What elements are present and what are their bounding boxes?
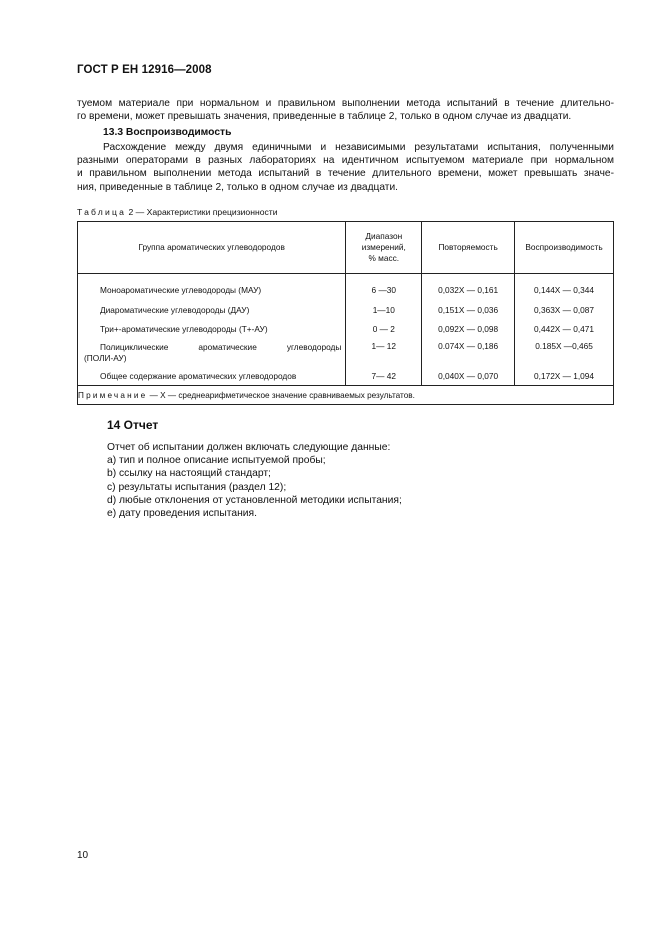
row-reproducibility: 0,172X — 1,094 bbox=[534, 370, 595, 381]
table-row bbox=[78, 301, 614, 320]
section-13-3-title: 13.3 Воспроизводимость bbox=[103, 127, 232, 138]
header-repeatability: Повторяемость bbox=[422, 222, 515, 274]
header-range-line: измерений, bbox=[361, 242, 406, 252]
list-item: c) результаты испытания (раздел 12); bbox=[107, 481, 287, 493]
table-note-text: — X — среднеарифметическое значение сравниваемых результатов. bbox=[149, 390, 415, 400]
row-range: 6 —30 bbox=[346, 274, 422, 301]
document-header: ГОСТ Р ЕН 12916—2008 bbox=[77, 64, 212, 76]
report-list bbox=[107, 441, 402, 520]
intro-line: го времени, может превышать значения, приведенные в таблице 2, только в одном случае из двадцати. bbox=[77, 111, 572, 123]
header-range bbox=[346, 222, 422, 274]
row-name: Три+-ароматические углеводороды (Т+-АУ) bbox=[78, 320, 346, 339]
table-header-row bbox=[78, 222, 614, 274]
row-range: 0 — 2 bbox=[346, 320, 422, 339]
table-row bbox=[78, 320, 614, 339]
header-range-line: % масс. bbox=[368, 253, 400, 263]
paragraph-line: и правильном выполнении метода испытаний в течение длительного времени, может превышать значе- bbox=[77, 168, 614, 180]
header-range-line: Диапазон bbox=[365, 231, 403, 241]
table-note-label: Примечание bbox=[78, 390, 148, 400]
table-note bbox=[78, 386, 614, 405]
table-caption-text: 2 — Характеристики прецизионности bbox=[128, 207, 278, 217]
table-row bbox=[78, 367, 614, 386]
paragraph-line: ния, приведенные в таблице 2, только в одном случае из двадцати. bbox=[77, 181, 398, 193]
list-item: a) тип и полное описание испытуемой пробы; bbox=[107, 455, 326, 467]
intro-line: туемом материале при нормальном и правильном выполнении метода испытаний в течение длительно- bbox=[77, 98, 614, 109]
list-item: b) ссылку на настоящий стандарт; bbox=[107, 468, 271, 480]
row-reproducibility: 0,144X — 0,344 bbox=[534, 285, 595, 296]
row-reproducibility: 0,442X — 0,471 bbox=[534, 324, 595, 334]
row-reproducibility: 0.185X —0,465 bbox=[535, 340, 593, 351]
header-group: Группа ароматических углеводородов bbox=[78, 222, 346, 274]
row-name: Общее содержание ароматических углеводородов bbox=[78, 367, 346, 386]
row-name-line: (ПОЛИ-АУ) bbox=[84, 352, 127, 363]
row-name: Моноароматические углеводороды (МАУ) bbox=[78, 274, 346, 301]
row-repeatability: 0.074X — 0,186 bbox=[422, 339, 515, 367]
row-reproducibility: 0,363X — 0,087 bbox=[534, 305, 595, 315]
row-repeatability: 0,092X — 0,098 bbox=[422, 320, 515, 339]
row-range: 1— 12 bbox=[346, 339, 422, 367]
paragraph-line: Расхождение между двумя единичными и независимыми результатами испытания, полученными bbox=[103, 142, 614, 153]
section-13-3-paragraph bbox=[77, 141, 614, 194]
table-row bbox=[78, 339, 614, 367]
precision-table bbox=[77, 221, 614, 405]
row-repeatability: 0,151X — 0,036 bbox=[422, 301, 515, 320]
page-number: 10 bbox=[77, 850, 89, 861]
row-name bbox=[78, 339, 346, 367]
row-name: Диароматические углеводороды (ДАУ) bbox=[78, 301, 346, 320]
section-14-title: 14 Отчет bbox=[107, 418, 159, 432]
table-caption-label: Таблица bbox=[77, 207, 127, 217]
paragraph-line: разными операторами в разных лабораториях на идентичном испытуемом материале при нормальном bbox=[77, 155, 614, 167]
table-row bbox=[78, 274, 614, 301]
intro-paragraph bbox=[77, 97, 614, 123]
header-reproducibility: Воспроизводимость bbox=[515, 222, 614, 274]
list-item: d) любые отклонения от установленной методики испытания; bbox=[107, 494, 402, 506]
table-note-row bbox=[78, 386, 614, 405]
report-intro: Отчет об испытании должен включать следующие данные: bbox=[107, 442, 391, 453]
list-item: e) дату проведения испытания. bbox=[107, 508, 257, 520]
row-range: 7— 42 bbox=[346, 367, 422, 386]
row-range: 1—10 bbox=[346, 301, 422, 320]
row-repeatability: 0,032X — 0,161 bbox=[422, 274, 515, 301]
row-name-line: Полициклические ароматические углеводороды bbox=[100, 341, 342, 352]
table-caption bbox=[77, 207, 278, 217]
row-repeatability: 0,040X — 0,070 bbox=[422, 367, 515, 386]
